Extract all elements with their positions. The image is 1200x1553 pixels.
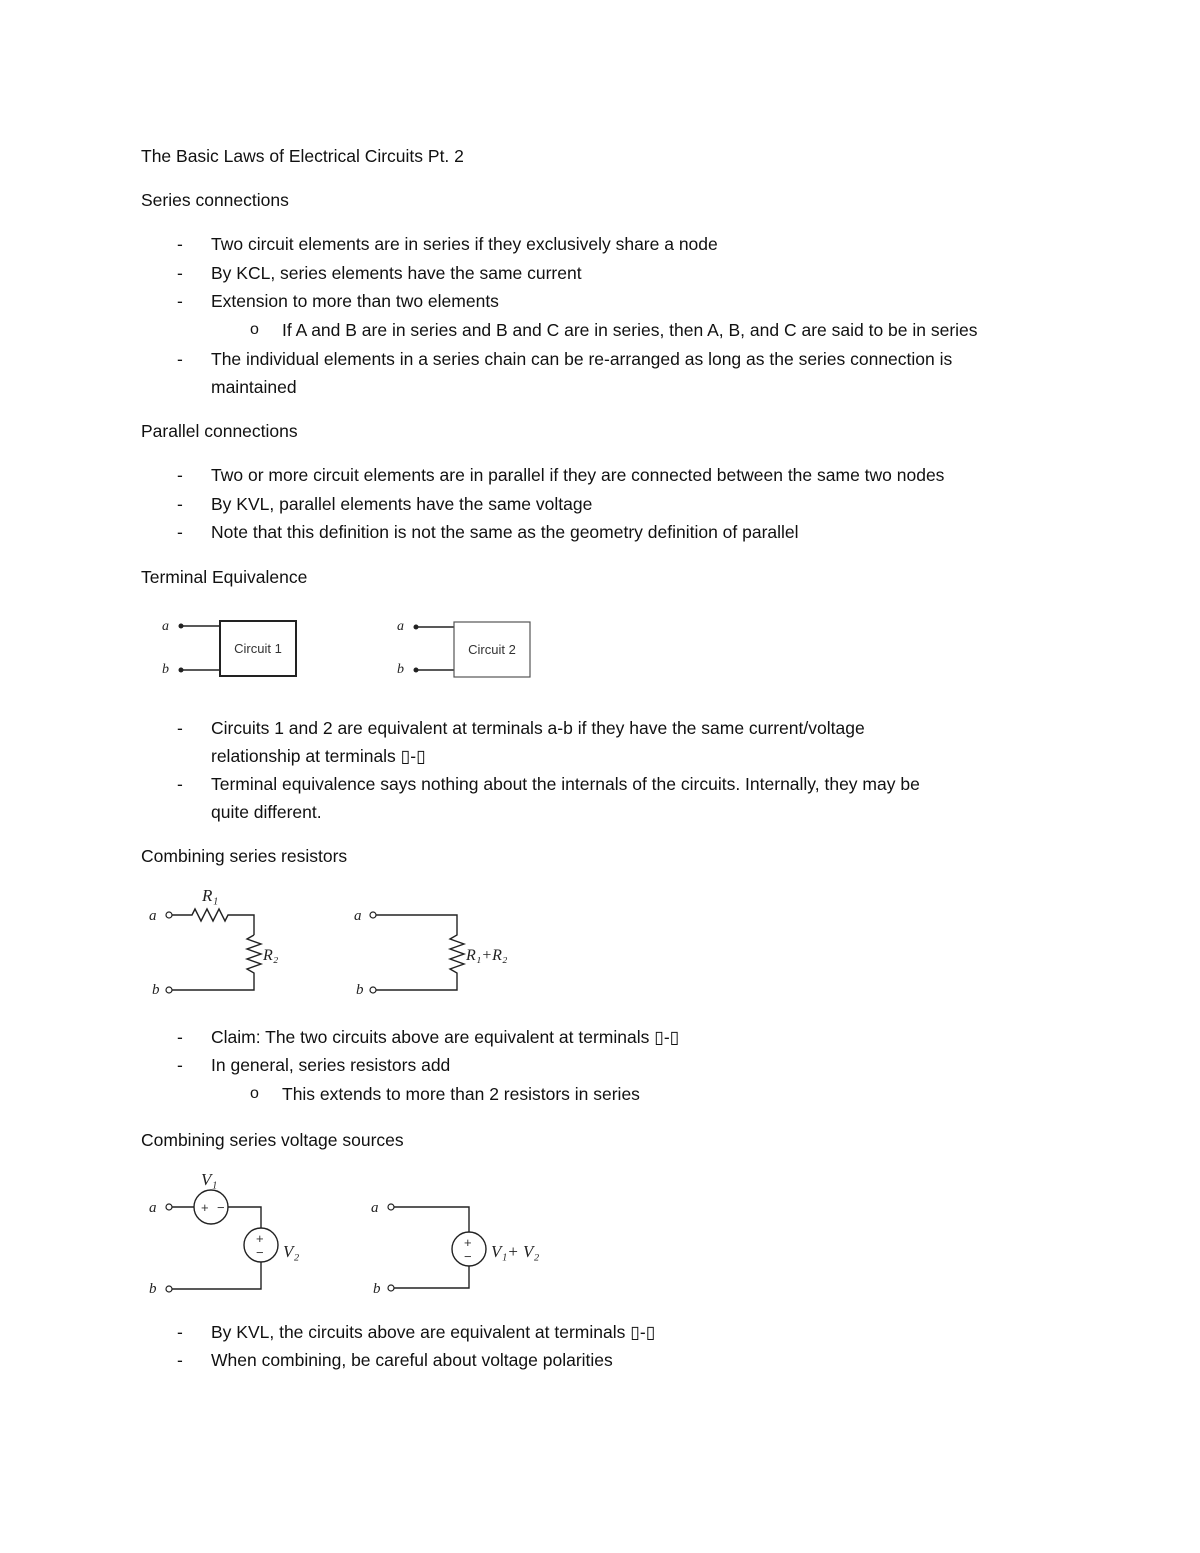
r1-label: R₁ <box>202 886 219 905</box>
bullet-dash: - <box>177 774 183 794</box>
terminal-a-label: a <box>149 908 157 924</box>
bullet-sub: o <box>250 1085 259 1102</box>
resistors-bullet-2-sub: This extends to more than 2 resistors in series <box>282 1084 640 1104</box>
terminal-a-label: a <box>149 1200 157 1216</box>
bullet-dash: - <box>177 263 183 283</box>
bullet-dash: - <box>177 1350 183 1370</box>
terminal-b-label: b <box>373 1281 381 1297</box>
bullet-dash: - <box>177 234 183 254</box>
bullet-dash: - <box>177 718 183 738</box>
bullet-dash: - <box>177 1055 183 1075</box>
bullet-dash: - <box>177 465 183 485</box>
plus-sign: + <box>464 1235 472 1250</box>
bullet-dash: - <box>177 494 183 514</box>
terminal-bullet-1-line-1: Circuits 1 and 2 are equivalent at terminals a-b if they have the same current/voltage <box>211 718 865 738</box>
bullet-dash: - <box>177 522 183 542</box>
r2-label: R₂ <box>263 947 279 964</box>
terminal-circuit-1-diagram <box>162 619 296 677</box>
heading-series: Series connections <box>141 190 289 210</box>
series-bullet-4-line-2: maintained <box>211 377 297 397</box>
plus-sign: + <box>256 1231 264 1246</box>
heading-terminal-equivalence: Terminal Equivalence <box>141 567 308 587</box>
terminal-bullet-1-line-2: relationship at terminals ▯-▯ <box>211 746 426 766</box>
minus-sign: − <box>217 1200 225 1215</box>
r1-plus-r2-label: R₁+R₂ <box>466 947 508 964</box>
terminal-b-label: b <box>152 982 160 998</box>
resistors-bullet-1: Claim: The two circuits above are equivalent at terminals ▯-▯ <box>211 1027 680 1047</box>
minus-sign: − <box>464 1249 472 1264</box>
terminal-a-label: a <box>397 619 404 634</box>
terminal-b-label: b <box>149 1281 157 1297</box>
parallel-bullet-1: Two or more circuit elements are in parallel if they are connected between the same two nodes <box>211 465 945 485</box>
bullet-dash: - <box>177 349 183 369</box>
terminal-b-label: b <box>356 982 364 998</box>
sources-bullet-2: When combining, be careful about voltage polarities <box>211 1350 613 1370</box>
parallel-bullet-2: By KVL, parallel elements have the same voltage <box>211 494 593 514</box>
terminal-a-label: a <box>354 908 362 924</box>
terminal-b-label: b <box>397 662 404 677</box>
resistors-bullet-2: In general, series resistors add <box>211 1055 451 1075</box>
v1-plus-v2-label: V₁+ V₂ <box>491 1242 540 1261</box>
heading-series-resistors: Combining series resistors <box>141 846 348 866</box>
heading-series-voltage-sources: Combining series voltage sources <box>141 1130 404 1150</box>
equivalent-voltage-source-diagram <box>371 1200 539 1297</box>
series-resistors-diagram <box>149 886 279 998</box>
series-bullet-2: By KCL, series elements have the same current <box>211 263 582 283</box>
sources-bullet-1: By KVL, the circuits above are equivalent at terminals ▯-▯ <box>211 1322 656 1342</box>
terminal-a-label: a <box>371 1200 379 1216</box>
plus-sign: + <box>201 1200 209 1215</box>
series-voltage-sources-diagram <box>149 1170 299 1297</box>
heading-parallel: Parallel connections <box>141 421 298 441</box>
bullet-sub: o <box>250 321 259 338</box>
circuit-2-label: Circuit 2 <box>468 642 516 657</box>
series-bullet-3-sub: If A and B are in series and B and C are in series, then A, B, and C are said to be in series <box>282 320 978 340</box>
terminal-b-label: b <box>162 662 169 677</box>
page-title: The Basic Laws of Electrical Circuits Pt. 2 <box>141 146 464 166</box>
bullet-dash: - <box>177 1027 183 1047</box>
terminal-bullet-2-line-1: Terminal equivalence says nothing about the internals of the circuits. Internally, they may be <box>211 774 920 794</box>
v2-label: V₂ <box>283 1242 300 1261</box>
minus-sign: − <box>256 1245 264 1260</box>
terminal-circuit-2-diagram <box>397 619 530 677</box>
terminal-a-label: a <box>162 619 169 634</box>
parallel-bullet-3: Note that this definition is not the same as the geometry definition of parallel <box>211 522 799 542</box>
equivalent-resistor-diagram <box>354 908 508 998</box>
bullet-dash: - <box>177 1322 183 1342</box>
series-bullet-3: Extension to more than two elements <box>211 291 499 311</box>
series-bullet-4-line-1: The individual elements in a series chain can be re-arranged as long as the series connection is <box>211 349 953 369</box>
series-bullet-1: Two circuit elements are in series if they exclusively share a node <box>211 234 718 254</box>
v1-label: V₁ <box>201 1170 218 1189</box>
terminal-bullet-2-line-2: quite different. <box>211 802 322 822</box>
bullet-dash: - <box>177 291 183 311</box>
circuit-1-label: Circuit 1 <box>234 641 282 656</box>
